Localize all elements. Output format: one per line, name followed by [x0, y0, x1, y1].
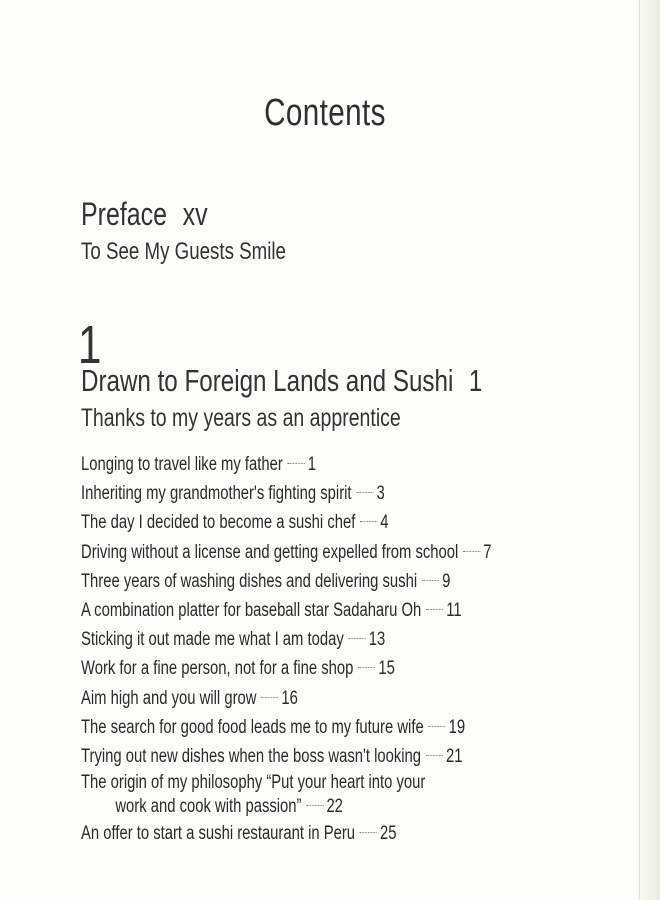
dot-leader	[306, 805, 323, 806]
toc-entry-page: 15	[378, 658, 395, 680]
toc-entry-page: 7	[483, 541, 492, 563]
dot-leader	[288, 463, 305, 464]
toc-entry-page: 25	[380, 823, 397, 845]
chapter-page-number: 1	[468, 363, 483, 398]
toc-entry-list	[81, 450, 607, 848]
chapter-title	[81, 363, 482, 399]
dot-leader	[426, 755, 443, 756]
toc-entry-text: The day I decided to become a sushi chef	[81, 512, 356, 534]
toc-entry-text: Sticking it out made me what I am today	[81, 629, 344, 651]
toc-entry-text-continued: work and cook with passion”	[115, 796, 302, 818]
preface-heading	[81, 196, 208, 233]
dot-leader	[360, 832, 377, 833]
chapter-subtitle: Thanks to my years as an apprentice	[81, 404, 401, 432]
toc-entry-text: A combination platter for baseball star Sadaharu Oh	[81, 599, 422, 621]
dot-leader	[261, 697, 278, 698]
toc-entry	[81, 567, 492, 596]
toc-entry-page: 11	[446, 599, 462, 621]
dot-leader	[356, 492, 373, 493]
dot-leader	[348, 638, 365, 639]
toc-entry-text: Aim high and you will grow	[81, 687, 257, 709]
toc-entry	[81, 819, 492, 848]
preface-subtitle: To See My Guests Smile	[81, 238, 286, 265]
toc-entry-text: The search for good food leads me to my future wife	[81, 716, 424, 738]
toc-entry	[81, 538, 492, 567]
chapter-number: 1	[78, 315, 102, 375]
dot-leader	[463, 551, 480, 552]
chapter-title-text: Drawn to Foreign Lands and Sushi	[81, 363, 454, 398]
toc-entry	[81, 625, 492, 654]
toc-entry-text: Work for a fine person, not for a fine shop	[81, 658, 354, 680]
dot-leader	[360, 521, 377, 522]
preface-label: Preface	[81, 196, 168, 232]
dot-leader	[426, 609, 443, 610]
page-title: Contents	[264, 92, 386, 134]
toc-entry	[81, 596, 492, 625]
toc-entry	[81, 713, 492, 742]
dot-leader	[422, 580, 439, 581]
dot-leader	[428, 726, 445, 727]
toc-entry	[81, 684, 492, 713]
toc-entry-page: 21	[446, 745, 463, 767]
toc-entry-text: The origin of my philosophy “Put your heart into your	[81, 772, 426, 794]
preface-page-number: xv	[182, 196, 208, 232]
toc-entry	[81, 771, 492, 819]
toc-entry-text: Trying out new dishes when the boss wasn't looking	[81, 745, 422, 767]
toc-entry-text: An offer to start a sushi restaurant in Peru	[81, 823, 356, 845]
toc-entry-page: 9	[442, 570, 451, 592]
toc-entry-page: 22	[326, 796, 343, 818]
toc-entry-text: Longing to travel like my father	[81, 454, 283, 475]
toc-entry-text: Driving without a license and getting expelled from school	[81, 541, 459, 563]
toc-entry-text: Inheriting my grandmother's fighting spirit	[81, 483, 352, 505]
toc-entry-page: 3	[376, 483, 385, 505]
toc-entry	[81, 742, 492, 771]
toc-entry-page: 19	[448, 716, 466, 738]
toc-entry-page: 1	[307, 454, 317, 475]
toc-entry-page: 16	[281, 687, 298, 709]
toc-entry-text: Three years of washing dishes and delivering sushi	[81, 570, 418, 592]
toc-entry-page: 4	[380, 512, 389, 534]
page-edge-line	[639, 0, 640, 900]
toc-entry	[81, 654, 492, 683]
dot-leader	[358, 667, 375, 668]
toc-entry	[81, 508, 492, 537]
toc-entry	[81, 450, 492, 479]
toc-entry-page: 13	[368, 629, 386, 651]
toc-entry	[81, 479, 492, 508]
